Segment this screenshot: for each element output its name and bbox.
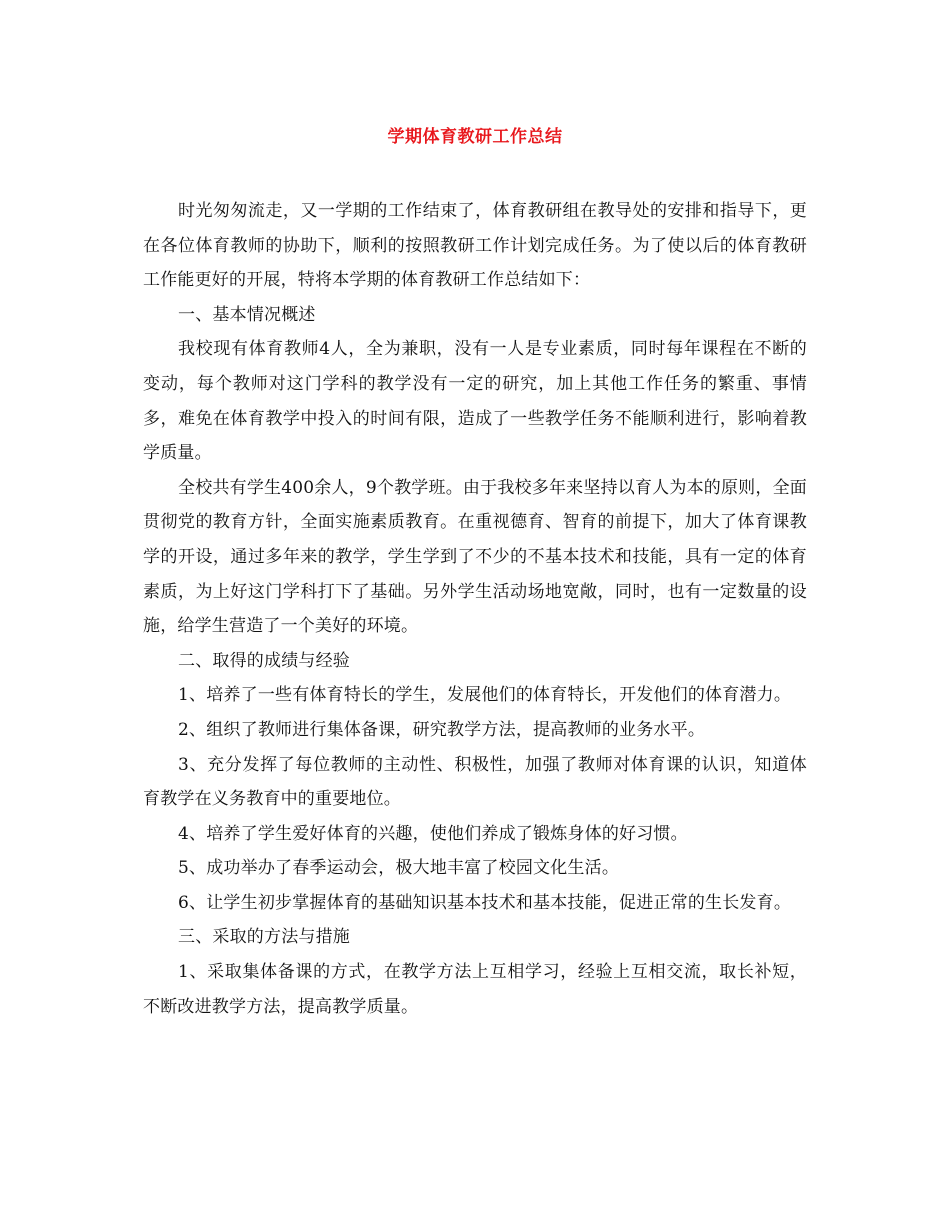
document-title: 学期体育教研工作总结 (387, 127, 563, 147)
document-body (143, 194, 807, 1024)
section-heading: 三、采取的方法与措施 (178, 927, 350, 948)
paragraph: 我校现有体育教师4人，全为兼职，没有一人是专业素质，同时每年课程在不断的变动，每个教师对这门学科的教学没有一定的研究，加上其他工作任务的繁重、事情多，难免在体育教学中投入的时间有限，造成了一些教学任务不能顺利进行，影响着教学质量。 (143, 339, 807, 464)
list-item: 6、让学生初步掌握体育的基础知识基本技术和基本技能，促进正常的生长发育。 (178, 892, 792, 913)
list-item: 4、培养了学生爱好体育的兴趣，使他们养成了锻炼身体的好习惯。 (178, 823, 688, 844)
section-heading: 一、基本情况概述 (178, 304, 316, 325)
list-item: 1、采取集体备课的方式，在教学方法上互相学习，经验上互相交流，取长补短，不断改进教学方法，提高教学质量。 (143, 962, 807, 1017)
list-item: 3、充分发挥了每位教师的主动性、积极性，加强了教师对体育课的认识，知道体育教学在义务教育中的重要地位。 (143, 754, 807, 810)
section-heading: 二、取得的成绩与经验 (178, 650, 350, 671)
list-item: 2、组织了教师进行集体备课，研究教学方法，提高教师的业务水平。 (178, 719, 706, 740)
list-item: 5、成功举办了春季运动会，极大地丰富了校园文化生活。 (178, 858, 620, 879)
paragraph: 时光匆匆流走，又一学期的工作结束了，体育教研组在教导处的安排和指导下，更在各位体育教师的协助下，顺利的按照教研工作计划完成任务。为了使以后的体育教研工作能更好的开展，特将本学期的体育教研工作总结如下： (143, 201, 807, 291)
paragraph: 全校共有学生400余人，9个教学班。由于我校多年来坚持以育人为本的原则，全面贯彻党的教育方针，全面实施素质教育。在重视德育、智育的前提下，加大了体育课教学的开设，通过多年来的教学，学生学到了不少的不基本技术和技能，具有一定的体育素质，为上好这门学科打下了基础。另外学生活动场地宽敞，同时，也有一定数量的设施，给学生营造了一个美好的环境。 (143, 477, 807, 637)
list-item: 1、培养了一些有体育特长的学生，发展他们的体育特长，开发他们的体育潜力。 (178, 685, 792, 706)
